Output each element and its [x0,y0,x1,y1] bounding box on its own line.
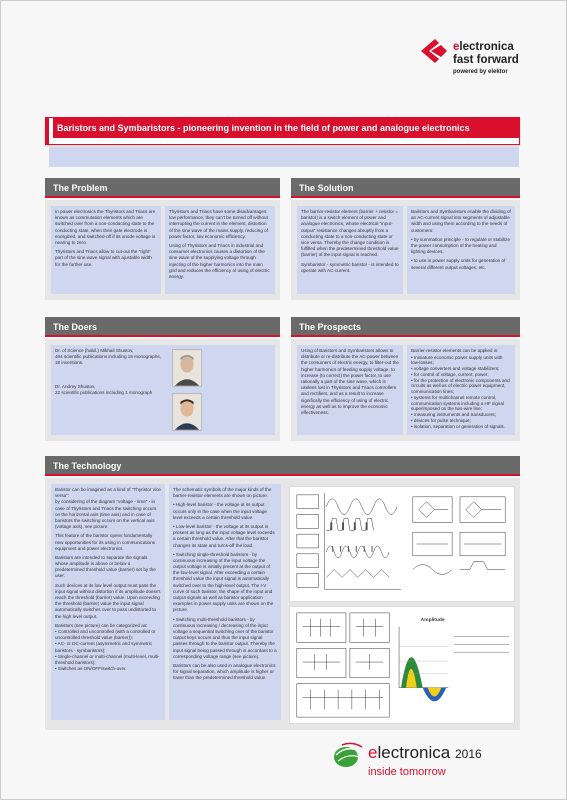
solution-right-box: Baristors and Symbaristors enable the dividing of an AC-current signal into segments of adjustable width and using them according to the needs of customers: • by summation principle - to regulate or stabilize the power consumption of the heating and lighting devices, • to use in power supply units for generation of several different output voltages, etc. [407,206,515,294]
doer-2-info: 22 scientific publications including 1 monograph [55,389,153,395]
electronica-2016-logo [332,739,532,789]
brand-line-2: fast forward [453,54,519,66]
prospects-left-box: Using of Baristors and Symbaristors allows to distribute or re-distribute the AC-power between the consumers of electric energy, to filter-out the higher harmonics of feeding supply voltage, to increase (to correct) the power factor, to use rationally a part of the sine wave, which is useless lost in Thyristors and Triacs controllers and rectifiers, and as a result to increase significally the efficiency of using of electric energy as well as to improve the economic effectiveness. [297,345,403,435]
doer-2-photo [172,393,202,431]
prospects-right-box: Barrier-resistor elements can be applied in: • miniature economic power supply units with low-losses; • voltage converters and voltage stabilizers; • for control of voltage, current, power; • for the protection of electronic components and circuits as well as of electric power equipment, communication lines; • systems for multichannel remote control, communication systems including a HF signal superimposed on the two-wire line; • measuring instruments and transducers; • devices for pulse technique; • isolation, separation or generation of signals. [407,345,515,435]
solution-heading: The Solution [291,178,520,198]
brand-line-1: electronica [453,41,514,53]
title-subband [49,147,519,167]
doers-heading: The Doers [45,317,280,337]
solution-left-box: The barrier-resistor element (barrier + resistor = baristor) is a switch element of power and analogue electronics, whose electrical "input-output" resistance changes abruptly from a conducting state to a non-conducting state or vice versa. Thereby the change condition is fulfilled when the predetermined threshold value (barrier) of the input signal is reached. Symbaristor - symmetric baristor - is intended to operate with AC-current. [297,206,403,294]
electronica-e-mark-icon [419,37,449,67]
problem-left-box: In power electronics the Thyristors and Triacs are known as commutation elements which are switched over from a non-conducting state to the conducting state, when their gate electrode is energized, and switched-off if its anode voltage is nearing to zero. Thyristors and Triacs allow to cut-out the "right" part of the sine wave signal with ajustable width for the further use. [51,206,161,294]
doer-1-info: 494 scientific publications including 15 monographs, 18 inventions. [55,354,161,366]
poster-title: Baristors and Symbaristors - pioneering invention in the field of power and analogue electronics [53,118,519,138]
problem-heading: The Problem [45,178,280,198]
brand-line-3: powered by elektor [453,69,508,75]
technology-section [45,478,520,730]
tagline: inside tomorrow [368,766,446,778]
technology-col-2: The schematic symbols of the major kinds of the barrier-resistor elements are shown on picture. • High-level baristor - the voltage at its output occurs only in the case when the input voltage level exceeds a certain threshold value. • Low-level baristor - the voltage at its output is present as long as the input voltage level exceeds a certain threshold value. After that the baristor changes its state and turns-off the load. • Switching single-threshold baristors - by continuous increasing of the input voltage the output voltage is initially present at the output of the low-level signal. After exceeding a certain threshold value the input signal is automatically switched over to the high-level output. The I-V curve of such baristor, the shape of the input and output signals as well as baristor application examples in power supply units are shown on the picture. • Switching multi-threshold baristors - by continuous increasing / decreasing of the input voltage a sequential switching over of the baristor output keys occurs and thus the input signal passes through to the baristor output. Thereby the input signal being passed through is accordant to a corresponding voltage range (see picture). Baristors can be also used in analogue electronics for signal separation, which amplitude is higher or lower than the predetermined threshold value. [169,484,281,720]
doer-1-photo [172,349,202,387]
electronica-fast-forward-logo [419,37,559,87]
globe-icon [332,741,364,769]
technology-col-1: Baristor can be imagined as a kind of "Thyristor vice versa": by considering of the diagram "voltage - time" - in case of Thyristors and Triacs the switching occurs on the horizontal axis (time axis) and in case of baristors the switching occurs on the vertical axis (voltage axis), see picture. This feature of the baristor opens fundamentally new opportunities for its using in communications equipment and power electronics. Baristors are intended to separate the signals whose amplitude is above or below a predetermined threshold value (barrier) set by the user. Such devices at its low level output must pass the input signal without distortion if its amplitude doesn't reach the threshold (barrier) value. Upon exceeding the threshold (barrier) value the input signal automatically switches over to pass undistorted to the high level output. Baristors (see picture) can be categorized as: • Controlled and uncontrolled (with a controlled or uncontrolled threshold value (barrier)); • AC- or DC-current (asymmetric and symmetric baristors - symbaristors); • Single-channel or multi-channel (multi-level, multi-threshold baristors); • Switches as ON/OFF/switch-over. [51,484,165,720]
amplitude-label: Amplitude [420,617,445,623]
doer-2-name: Dr. Andrey Shustov, [55,383,96,389]
doers-box [51,345,275,435]
waveform-schematic-figure [289,486,515,602]
poster-title-bar [45,117,520,145]
electronica-wordmark: electronica 2016 [368,743,482,762]
technology-heading: The Technology [45,456,520,476]
prospects-heading: The Prospects [291,317,520,337]
problem-right-box: Thyristors and Triacs have some disadvantages: low performance, they can't be turned off without interrupting the current in the element, distortion of the sine wave of the mains supply, reducing of power factor, low economic efficiency. Using of Thyristors and Triacs in industrial and consumer electronics causes a distortion of the sine wave of the supplying voltage through injecting of the higher harmonics into the main grid and reduces the efficiency of using of electric energy. [165,206,275,294]
prospects-section [291,339,520,441]
circuit-amplitude-figure [289,606,515,724]
doer-1-name: Dr. of Science (habil.) Mikhail Shustov, [55,348,134,353]
doers-section [45,339,280,441]
solution-section [291,200,520,300]
problem-section [45,200,280,300]
